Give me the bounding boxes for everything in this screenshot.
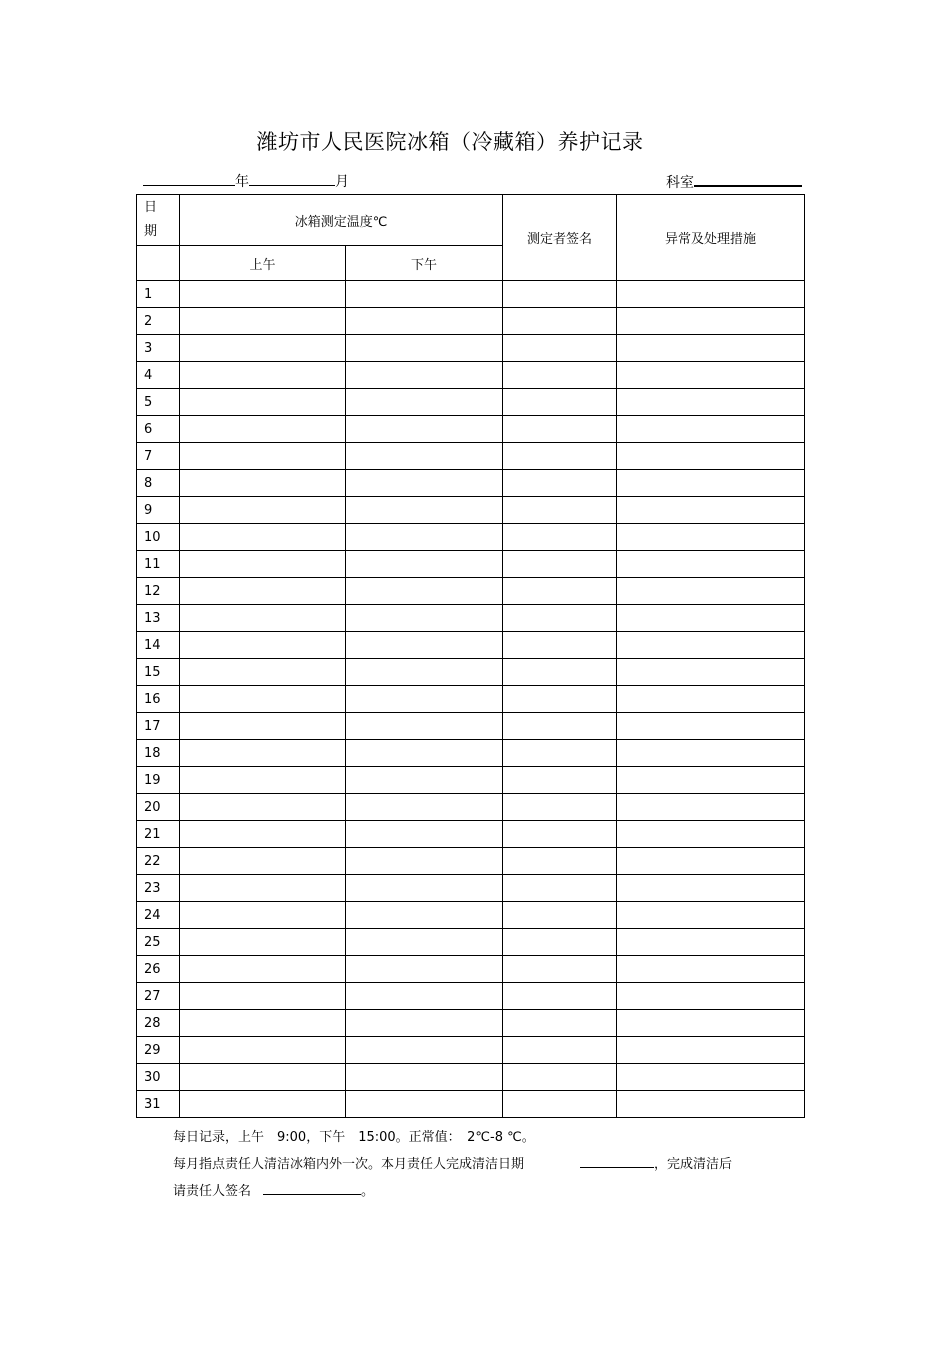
am-temperature-cell[interactable] <box>180 794 346 821</box>
abnormal-cell[interactable] <box>617 929 805 956</box>
table-row <box>137 362 805 389</box>
am-temperature-cell[interactable] <box>180 1037 346 1064</box>
table-row <box>137 740 805 767</box>
date-header-blank <box>137 246 180 281</box>
pm-temperature-cell[interactable] <box>346 308 503 335</box>
signer-cell[interactable] <box>503 524 617 551</box>
signer-cell[interactable] <box>503 929 617 956</box>
am-temperature-cell[interactable] <box>180 686 346 713</box>
am-temperature-cell[interactable] <box>180 497 346 524</box>
am-temperature-cell[interactable] <box>180 740 346 767</box>
pm-temperature-cell[interactable] <box>346 389 503 416</box>
note-line-3-text: 请责任人签名 <box>173 1184 252 1199</box>
am-temperature-cell[interactable] <box>180 578 346 605</box>
pm-temperature-cell[interactable] <box>346 875 503 902</box>
am-temperature-cell[interactable] <box>180 389 346 416</box>
pm-temperature-cell[interactable] <box>346 605 503 632</box>
table-row <box>137 416 805 443</box>
signer-cell[interactable] <box>503 875 617 902</box>
abnormal-cell[interactable] <box>617 308 805 335</box>
table-row <box>137 308 805 335</box>
signature-blank[interactable] <box>263 1180 361 1195</box>
page-title: 潍坊市人民医院冰箱（冷藏箱）养护记录 <box>256 130 644 154</box>
cleaning-date-blank[interactable] <box>580 1153 654 1168</box>
signer-cell[interactable] <box>503 686 617 713</box>
pm-temperature-cell[interactable] <box>346 1037 503 1064</box>
date-header-char-1: 日 <box>144 200 158 215</box>
table-row <box>137 1037 805 1064</box>
signer-cell[interactable] <box>503 308 617 335</box>
table-row <box>137 983 805 1010</box>
am-temperature-cell[interactable] <box>180 956 346 983</box>
day-cell: 22 <box>137 848 180 875</box>
signer-cell[interactable] <box>503 470 617 497</box>
table-row <box>137 848 805 875</box>
day-cell: 13 <box>137 605 180 632</box>
am-temperature-cell[interactable] <box>180 875 346 902</box>
table-row <box>137 524 805 551</box>
am-temperature-cell[interactable] <box>180 713 346 740</box>
abnormal-cell[interactable] <box>617 524 805 551</box>
signer-cell[interactable] <box>503 389 617 416</box>
department-blank[interactable] <box>694 171 802 187</box>
note-line-2-tail: ，完成清洁后 <box>654 1157 733 1172</box>
month-label: 月 <box>335 174 349 190</box>
table-row <box>137 1010 805 1037</box>
day-cell: 2 <box>137 308 180 335</box>
pm-temperature-cell[interactable] <box>346 659 503 686</box>
am-temperature-cell[interactable] <box>180 902 346 929</box>
signer-cell[interactable] <box>503 497 617 524</box>
signer-cell[interactable] <box>503 281 617 308</box>
signer-cell[interactable] <box>503 416 617 443</box>
abnormal-cell[interactable] <box>617 794 805 821</box>
note-line-1: 每日记录，上午 9:00，下午 15:00。正常值： 2℃-8 ℃。 <box>173 1130 535 1145</box>
day-cell: 27 <box>137 983 180 1010</box>
day-cell: 14 <box>137 632 180 659</box>
day-cell: 16 <box>137 686 180 713</box>
am-temperature-cell[interactable] <box>180 1064 346 1091</box>
day-cell: 31 <box>137 1091 180 1118</box>
am-temperature-cell[interactable] <box>180 524 346 551</box>
day-cell: 5 <box>137 389 180 416</box>
table-row <box>137 875 805 902</box>
pm-temperature-cell[interactable] <box>346 1064 503 1091</box>
pm-temperature-cell[interactable] <box>346 902 503 929</box>
day-cell: 17 <box>137 713 180 740</box>
abnormal-cell[interactable] <box>617 740 805 767</box>
am-temperature-cell[interactable] <box>180 1010 346 1037</box>
abnormal-cell[interactable] <box>617 659 805 686</box>
table-row <box>137 956 805 983</box>
signer-cell[interactable] <box>503 767 617 794</box>
abnormal-cell[interactable] <box>617 470 805 497</box>
month-blank[interactable] <box>249 171 335 186</box>
am-temperature-cell[interactable] <box>180 308 346 335</box>
signer-cell[interactable] <box>503 794 617 821</box>
day-cell: 29 <box>137 1037 180 1064</box>
table-row <box>137 1064 805 1091</box>
pm-temperature-cell[interactable] <box>346 281 503 308</box>
pm-temperature-cell[interactable] <box>346 686 503 713</box>
day-cell: 1 <box>137 281 180 308</box>
table-row <box>137 821 805 848</box>
am-temperature-cell[interactable] <box>180 443 346 470</box>
abnormal-cell[interactable] <box>617 551 805 578</box>
abnormal-cell[interactable] <box>617 1010 805 1037</box>
pm-temperature-cell[interactable] <box>346 1091 503 1118</box>
abnormal-cell[interactable] <box>617 1091 805 1118</box>
am-temperature-cell[interactable] <box>180 551 346 578</box>
table-row <box>137 686 805 713</box>
abnormal-cell[interactable] <box>617 416 805 443</box>
signer-cell[interactable] <box>503 848 617 875</box>
signer-cell[interactable] <box>503 362 617 389</box>
day-cell: 23 <box>137 875 180 902</box>
pm-temperature-cell[interactable] <box>346 497 503 524</box>
day-cell: 3 <box>137 335 180 362</box>
abnormal-header: 异常及处理措施 <box>617 195 805 281</box>
signer-cell[interactable] <box>503 956 617 983</box>
table-row <box>137 605 805 632</box>
pm-temperature-cell[interactable] <box>346 1010 503 1037</box>
table-row <box>137 578 805 605</box>
pm-temperature-cell[interactable] <box>346 443 503 470</box>
maintenance-log-table <box>136 194 805 1118</box>
day-cell: 18 <box>137 740 180 767</box>
table-row <box>137 281 805 308</box>
pm-temperature-cell[interactable] <box>346 713 503 740</box>
pm-temperature-cell[interactable] <box>346 983 503 1010</box>
pm-temperature-cell[interactable] <box>346 929 503 956</box>
am-temperature-cell[interactable] <box>180 605 346 632</box>
signer-cell[interactable] <box>503 659 617 686</box>
signer-header: 测定者签名 <box>503 195 617 281</box>
note-line-3-tail: 。 <box>361 1184 375 1199</box>
pm-temperature-cell[interactable] <box>346 740 503 767</box>
table-row <box>137 335 805 362</box>
signer-cell[interactable] <box>503 1037 617 1064</box>
am-temperature-cell[interactable] <box>180 929 346 956</box>
signer-cell[interactable] <box>503 632 617 659</box>
table-row <box>137 902 805 929</box>
day-cell: 7 <box>137 443 180 470</box>
am-temperature-cell[interactable] <box>180 416 346 443</box>
am-temperature-cell[interactable] <box>180 362 346 389</box>
abnormal-cell[interactable] <box>617 848 805 875</box>
signer-cell[interactable] <box>503 983 617 1010</box>
table-row <box>137 713 805 740</box>
day-cell: 12 <box>137 578 180 605</box>
abnormal-cell[interactable] <box>617 605 805 632</box>
am-temperature-cell[interactable] <box>180 1091 346 1118</box>
signer-cell[interactable] <box>503 1064 617 1091</box>
signer-cell[interactable] <box>503 902 617 929</box>
day-cell: 6 <box>137 416 180 443</box>
department-line <box>666 171 802 192</box>
am-temperature-cell[interactable] <box>180 335 346 362</box>
abnormal-cell[interactable] <box>617 983 805 1010</box>
abnormal-cell[interactable] <box>617 281 805 308</box>
abnormal-cell[interactable] <box>617 821 805 848</box>
abnormal-cell[interactable] <box>617 443 805 470</box>
pm-temperature-cell[interactable] <box>346 848 503 875</box>
signer-cell[interactable] <box>503 443 617 470</box>
pm-temperature-cell[interactable] <box>346 632 503 659</box>
pm-temperature-cell[interactable] <box>346 335 503 362</box>
pm-header: 下午 <box>346 246 503 281</box>
am-temperature-cell[interactable] <box>180 632 346 659</box>
pm-temperature-cell[interactable] <box>346 956 503 983</box>
table-row <box>137 389 805 416</box>
abnormal-cell[interactable] <box>617 902 805 929</box>
note-line-2-text: 每月指点责任人清洁冰箱内外一次。本月责任人完成清洁日期 <box>173 1157 525 1172</box>
abnormal-cell[interactable] <box>617 362 805 389</box>
am-temperature-cell[interactable] <box>180 767 346 794</box>
pm-temperature-cell[interactable] <box>346 551 503 578</box>
table-row <box>137 632 805 659</box>
day-cell: 25 <box>137 929 180 956</box>
abnormal-cell[interactable] <box>617 578 805 605</box>
am-temperature-cell[interactable] <box>180 848 346 875</box>
signer-cell[interactable] <box>503 1091 617 1118</box>
abnormal-cell[interactable] <box>617 389 805 416</box>
table-row <box>137 443 805 470</box>
table-row <box>137 659 805 686</box>
pm-temperature-cell[interactable] <box>346 416 503 443</box>
signer-cell[interactable] <box>503 1010 617 1037</box>
am-temperature-cell[interactable] <box>180 659 346 686</box>
day-cell: 4 <box>137 362 180 389</box>
date-header-char-2: 期 <box>144 224 158 239</box>
am-temperature-cell[interactable] <box>180 821 346 848</box>
abnormal-cell[interactable] <box>617 497 805 524</box>
am-header: 上午 <box>180 246 346 281</box>
notes <box>173 1124 732 1205</box>
am-temperature-cell[interactable] <box>180 281 346 308</box>
day-cell: 24 <box>137 902 180 929</box>
day-cell: 26 <box>137 956 180 983</box>
table-row <box>137 767 805 794</box>
abnormal-cell[interactable] <box>617 1064 805 1091</box>
temperature-header: 冰箱测定温度℃ <box>180 195 503 246</box>
day-cell: 30 <box>137 1064 180 1091</box>
day-cell: 28 <box>137 1010 180 1037</box>
year-blank[interactable] <box>143 171 235 186</box>
table-row <box>137 470 805 497</box>
day-cell: 20 <box>137 794 180 821</box>
signer-cell[interactable] <box>503 821 617 848</box>
table-row <box>137 929 805 956</box>
day-cell: 21 <box>137 821 180 848</box>
table-row <box>137 497 805 524</box>
pm-temperature-cell[interactable] <box>346 578 503 605</box>
abnormal-cell[interactable] <box>617 767 805 794</box>
abnormal-cell[interactable] <box>617 875 805 902</box>
date-line <box>143 171 349 191</box>
signer-cell[interactable] <box>503 335 617 362</box>
table-row <box>137 1091 805 1118</box>
note-line-2 <box>173 1151 732 1178</box>
abnormal-cell[interactable] <box>617 686 805 713</box>
date-header <box>137 195 180 246</box>
abnormal-cell[interactable] <box>617 713 805 740</box>
day-cell: 19 <box>137 767 180 794</box>
signer-cell[interactable] <box>503 578 617 605</box>
pm-temperature-cell[interactable] <box>346 470 503 497</box>
pm-temperature-cell[interactable] <box>346 821 503 848</box>
signer-cell[interactable] <box>503 605 617 632</box>
table-row <box>137 551 805 578</box>
year-label: 年 <box>235 174 249 190</box>
pm-temperature-cell[interactable] <box>346 767 503 794</box>
table-row <box>137 794 805 821</box>
signer-cell[interactable] <box>503 551 617 578</box>
pm-temperature-cell[interactable] <box>346 524 503 551</box>
abnormal-cell[interactable] <box>617 632 805 659</box>
day-cell: 10 <box>137 524 180 551</box>
signer-cell[interactable] <box>503 740 617 767</box>
pm-temperature-cell[interactable] <box>346 794 503 821</box>
abnormal-cell[interactable] <box>617 1037 805 1064</box>
day-cell: 9 <box>137 497 180 524</box>
day-cell: 8 <box>137 470 180 497</box>
pm-temperature-cell[interactable] <box>346 362 503 389</box>
abnormal-cell[interactable] <box>617 956 805 983</box>
department-label: 科室 <box>666 175 694 191</box>
am-temperature-cell[interactable] <box>180 983 346 1010</box>
abnormal-cell[interactable] <box>617 335 805 362</box>
signer-cell[interactable] <box>503 713 617 740</box>
note-line-3 <box>173 1178 732 1205</box>
day-cell: 15 <box>137 659 180 686</box>
am-temperature-cell[interactable] <box>180 470 346 497</box>
day-cell: 11 <box>137 551 180 578</box>
